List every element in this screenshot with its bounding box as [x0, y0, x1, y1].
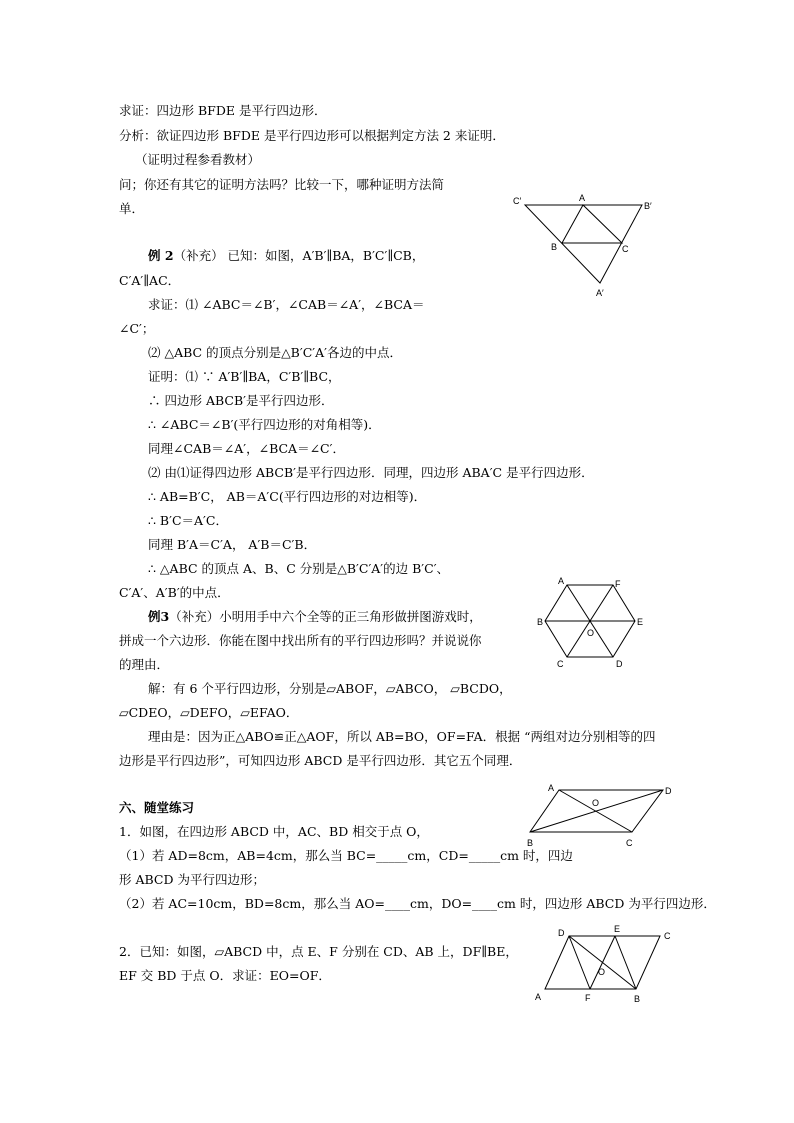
reason-line: 理由是：因为正△ABO≌正△AOF，所以 AB=BO，OF=FA．根据 “两组对边分别相等的四: [148, 729, 656, 744]
question-line-cont: 单．: [119, 201, 145, 216]
proof-step-2: ∴ 四边形 ABCB′是平行四边形．: [148, 393, 334, 408]
label-o: O: [587, 628, 595, 638]
example2-given-cont: C′A′∥AC．: [119, 273, 181, 288]
label-a: A: [579, 193, 586, 203]
example3-text: （补充）小明用手中六个全等的正三角形做拼图游戏时，: [169, 609, 482, 624]
example3-label: 例3: [148, 609, 170, 624]
label-o: O: [598, 967, 606, 977]
example2-prove-2: ⑵ △ABC 的顶点分别是△B′C′A′各边的中点．: [148, 345, 402, 360]
label-bp: B′: [644, 201, 652, 211]
label-cp: C′: [513, 196, 522, 206]
label-c: C: [622, 244, 629, 254]
section-heading: 六、随堂练习: [119, 800, 195, 815]
label-d: D: [558, 928, 565, 938]
proof-step-1: 证明：⑴ ∵ A′B′∥BA，C′B′∥BC，: [148, 369, 341, 384]
solution-line-cont: ▱CDEO，▱DEFO，▱EFAO．: [119, 705, 299, 720]
label-b: B: [634, 994, 641, 1004]
label-d: D: [616, 659, 623, 669]
example2-label: 例 2: [148, 248, 174, 263]
exercise1-stem: 1．如图，在四边形 ABCD 中，AC、BD 相交于点 O，: [119, 824, 429, 839]
exercise2-stem: 2．已知：如图，▱ABCD 中，点 E、F 分别在 CD、AB 上，DF∥BE，: [119, 944, 518, 959]
example3-text-cont: 拼成一个六边形．你能在图中找出所有的平行四边形吗？并说说你: [119, 633, 482, 648]
label-ap: A′: [596, 288, 604, 298]
label-c: C: [664, 931, 671, 941]
proof-step-4: 同理∠CAB＝∠A′，∠BCA＝∠C′．: [148, 441, 345, 456]
proof-step-7: ∴ B′C＝A′C．: [148, 513, 228, 528]
label-a: A: [535, 992, 542, 1002]
question-line: 问；你还有其它的证明方法吗？比较一下，哪种证明方法简: [119, 177, 445, 192]
label-a: A: [558, 576, 565, 586]
label-e: E: [637, 617, 644, 627]
label-b: B: [537, 617, 544, 627]
label-c: C: [557, 659, 564, 669]
label-c: C: [626, 838, 633, 848]
proof-step-5: ⑵ 由⑴证得四边形 ABCB′是平行四边形．同理，四边形 ABA′C 是平行四边形．: [148, 465, 594, 480]
label-e: E: [614, 924, 621, 934]
segment-ef: [590, 936, 615, 989]
label-o: O: [592, 798, 600, 808]
proof-conclusion: ∴ △ABC 的顶点 A、B、C 分别是△B′C′A′的边 B′C′、: [148, 561, 450, 576]
exercise1-part2: （2）若 AC=10cm，BD=8cm，那么当 AO=____cm，DO=____cm 时，四边形 ABCD 为平行四边形．: [119, 896, 716, 911]
proof-reference: （证明过程参看教材）: [135, 152, 261, 167]
proof-step-6: ∴ AB=B′C， AB＝A′C(平行四边形的对边相等)．: [148, 489, 427, 504]
example2-prove-1-cont: ∠C′；: [119, 321, 155, 336]
example3-text-cont2: 的理由．: [119, 657, 170, 672]
exercise1-part1-cont: 形 ABCD 为平行四边形；: [119, 872, 265, 887]
proof-step-8: 同理 B′A＝C′A， A′B＝C′B．: [148, 537, 317, 552]
exercise1-part1: （1）若 AD=8cm，AB=4cm，那么当 BC=_____cm，CD=_____cm 时，四边: [119, 848, 573, 863]
label-f: F: [615, 579, 621, 589]
analysis-line: 分析：欲证四边形 BFDE 是平行四边形可以根据判定方法 2 来证明．: [119, 128, 505, 143]
example2-prove-1: 求证：⑴ ∠ABC＝∠B′，∠CAB＝∠A′，∠BCA＝: [148, 297, 425, 312]
example2-given: （补充） 已知：如图，A′B′∥BA，B′C′∥CB，: [173, 248, 425, 263]
prove-statement: 求证：四边形 BFDE 是平行四边形．: [119, 103, 327, 118]
label-b: B: [551, 242, 558, 252]
proof-conclusion-cont: C′A′、A′B′的中点．: [119, 585, 230, 600]
reason-line-cont: 边形是平行四边形”，可知四边形 ABCD 是平行四边形．其它五个同理．: [119, 753, 522, 768]
solution-line: 解：有 6 个平行四边形，分别是▱ABOF，▱ABCO， ▱BCDO，: [148, 681, 512, 696]
label-d: D: [665, 786, 672, 796]
label-f: F: [585, 993, 591, 1003]
proof-step-3: ∴ ∠ABC＝∠B′(平行四边形的对角相等)．: [148, 417, 381, 432]
label-a: A: [548, 783, 555, 793]
label-b: B: [527, 838, 534, 848]
exercise2-stem-cont: EF 交 BD 于点 O．求证：EO=OF．: [119, 968, 331, 983]
